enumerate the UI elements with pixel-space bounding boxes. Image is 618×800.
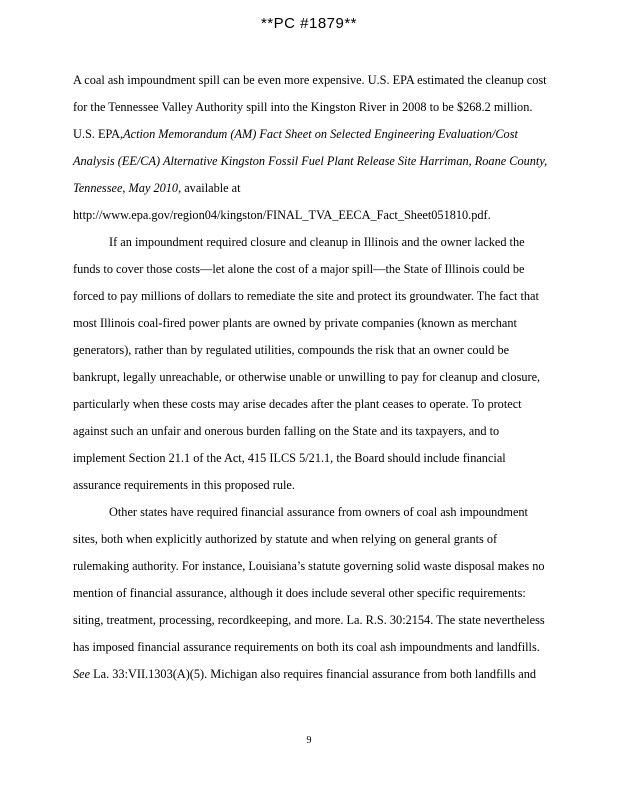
text-line: forced to pay millions of dollars to remediate the site and protect its groundwater. The fact that [73, 289, 539, 303]
citation-author: U.S. EPA, [73, 127, 124, 141]
text-line: mention of financial assurance, although it does include several other specific requirements: [73, 586, 526, 600]
text-line: sites, both when explicitly authorized by statute and when relying on general grants of [73, 532, 498, 546]
text-line: most Illinois coal-fired power plants are owned by private companies (known as merchant [73, 316, 517, 330]
page-header: **PC #1879** [260, 15, 358, 32]
text-line: particularly when these costs may arise decades after the plant ceases to operate. To protect [73, 397, 522, 411]
text-line: A coal ash impoundment spill can be even more expensive. U.S. EPA estimated the cleanup cost [73, 73, 547, 87]
text-line: assurance requirements in this proposed rule. [73, 478, 295, 492]
paragraph-3 [73, 499, 593, 688]
signal-word: See [73, 667, 91, 681]
text-line: rulemaking authority. For instance, Louisiana’s statute governing solid waste disposal makes no [73, 559, 545, 573]
text-line: has imposed financial assurance requirements on both its coal ash impoundments and landfills. [73, 640, 540, 654]
citation-title: Action Memorandum (AM) Fact Sheet on Selected Engineering Evaluation/Cost [123, 127, 518, 141]
text-line: for the Tennessee Valley Authority spill into the Kingston River in 2008 to be $268.2 million. [73, 100, 533, 114]
text-line: If an impoundment required closure and cleanup in Illinois and the owner lacked the [109, 235, 525, 249]
text-line: implement Section 21.1 of the Act, 415 ILCS 5/21.1, the Board should include financial [73, 451, 506, 465]
document-body [73, 67, 593, 688]
text-line: against such an unfair and onerous burden falling on the State and its taxpayers, and to [73, 424, 500, 438]
citation-title-line: Analysis (EE/CA) Alternative Kingston Fossil Fuel Plant Release Site Harriman, Roane County, [73, 154, 548, 168]
page-number: 9 [306, 735, 312, 746]
text-line: Other states have required financial assurance from owners of coal ash impoundment [109, 505, 528, 519]
text-line: funds to cover those costs—let alone the cost of a major spill—the State of Illinois could be [73, 262, 525, 276]
citation-text: , available at [178, 181, 241, 195]
text-line [73, 661, 593, 688]
paragraph-1 [73, 67, 593, 229]
citation-line [73, 121, 593, 148]
paragraph-2 [73, 229, 593, 499]
text-line: siting, treatment, processing, recordkeeping, and more. La. R.S. 30:2154. The state nevertheless [73, 613, 545, 627]
text-line: bankrupt, legally unreachable, or otherwise unable or unwilling to pay for cleanup and closure, [73, 370, 541, 384]
citation-url: http://www.epa.gov/region04/kingston/FINAL_TVA_EECA_Fact_Sheet051810.pdf. [73, 208, 491, 222]
citation-line [73, 175, 593, 202]
citation-title: Tennessee, May 2010 [73, 181, 179, 195]
text-line: generators), rather than by regulated utilities, compounds the risk that an owner could be [73, 343, 510, 357]
text-segment: La. 33:VII.1303(A)(5). Michigan also requires financial assurance from both landfills and [90, 667, 537, 681]
